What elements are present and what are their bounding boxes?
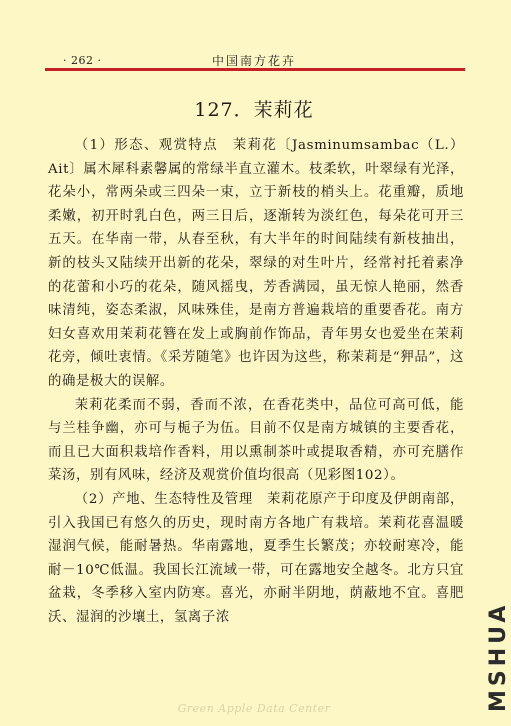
page-number: · 262 · <box>63 54 102 67</box>
paragraph-2: 茉莉花柔而不弱，香而不浓，在香花类中，品位可高可低，能与兰桂争幽，亦可与栀子为伍。目前不仅是南方城镇的主要香花，而且已大面积栽培作香料，用以熏制茶叶或提取香精，亦可充膳作菜汤，别有风味，经济及观赏价值均很高（见彩图102）。 <box>48 397 464 484</box>
watermark-bottom: Green Apple Data Center <box>177 702 331 715</box>
header-rule <box>45 68 465 71</box>
paragraph-1: （1）形态、观赏特点 茉莉花〔Jasminumsambac（L.）Ait〕属木犀科素馨属的常绿半直立灌木。枝柔软，叶翠绿有光泽，花朵小，常两朵或三四朵一束，立于新枝的梢头上。花重瓣，质地柔嫩，初开时乳白色，两三日后，逐渐转为淡红色，每朵花可开三五天。在华南一带，从春至秋，有大半年的时间陆续有新枝抽出，新的枝头又陆续开出新的花朵，翠绿的对生叶片，经常衬托着素净的花蕾和小巧的花朵，随风摇曳，芳香满园，虽无惊人艳丽，然香味清纯，姿态柔淑，风味殊佳，是南方普遍栽培的重要香花。南方妇女喜欢用茉莉花簪在发上或胸前作饰品，青年男女也爱坐在茉莉花旁，倾吐衷情。《采芳随笔》也许因为这些，称茉莉是“狎品”，这的确是极大的误解。 <box>48 138 464 389</box>
watermark-side: MSHUA <box>486 601 511 712</box>
running-title: 中国南方花卉 <box>211 54 296 68</box>
body-text <box>48 134 464 629</box>
chapter-title: 127．茉莉花 <box>194 99 314 121</box>
paragraph-3: （2）产地、生态特性及管理 茉莉花原产于印度及伊朗南部，引入我国已有悠久的历史，现时南方各地广有栽培。茉莉花喜温暖湿润气候，能耐暑热。华南露地，夏季生长繁茂；亦较耐寒冷，能耐－10℃低温。我国长江流域一带，可在露地安全越冬。北方只宜盆栽，冬季移入室内防寒。喜光，亦耐半阴地，荫蔽地不宜。喜肥沃、湿润的沙壤土，氢离子浓 <box>48 491 464 625</box>
